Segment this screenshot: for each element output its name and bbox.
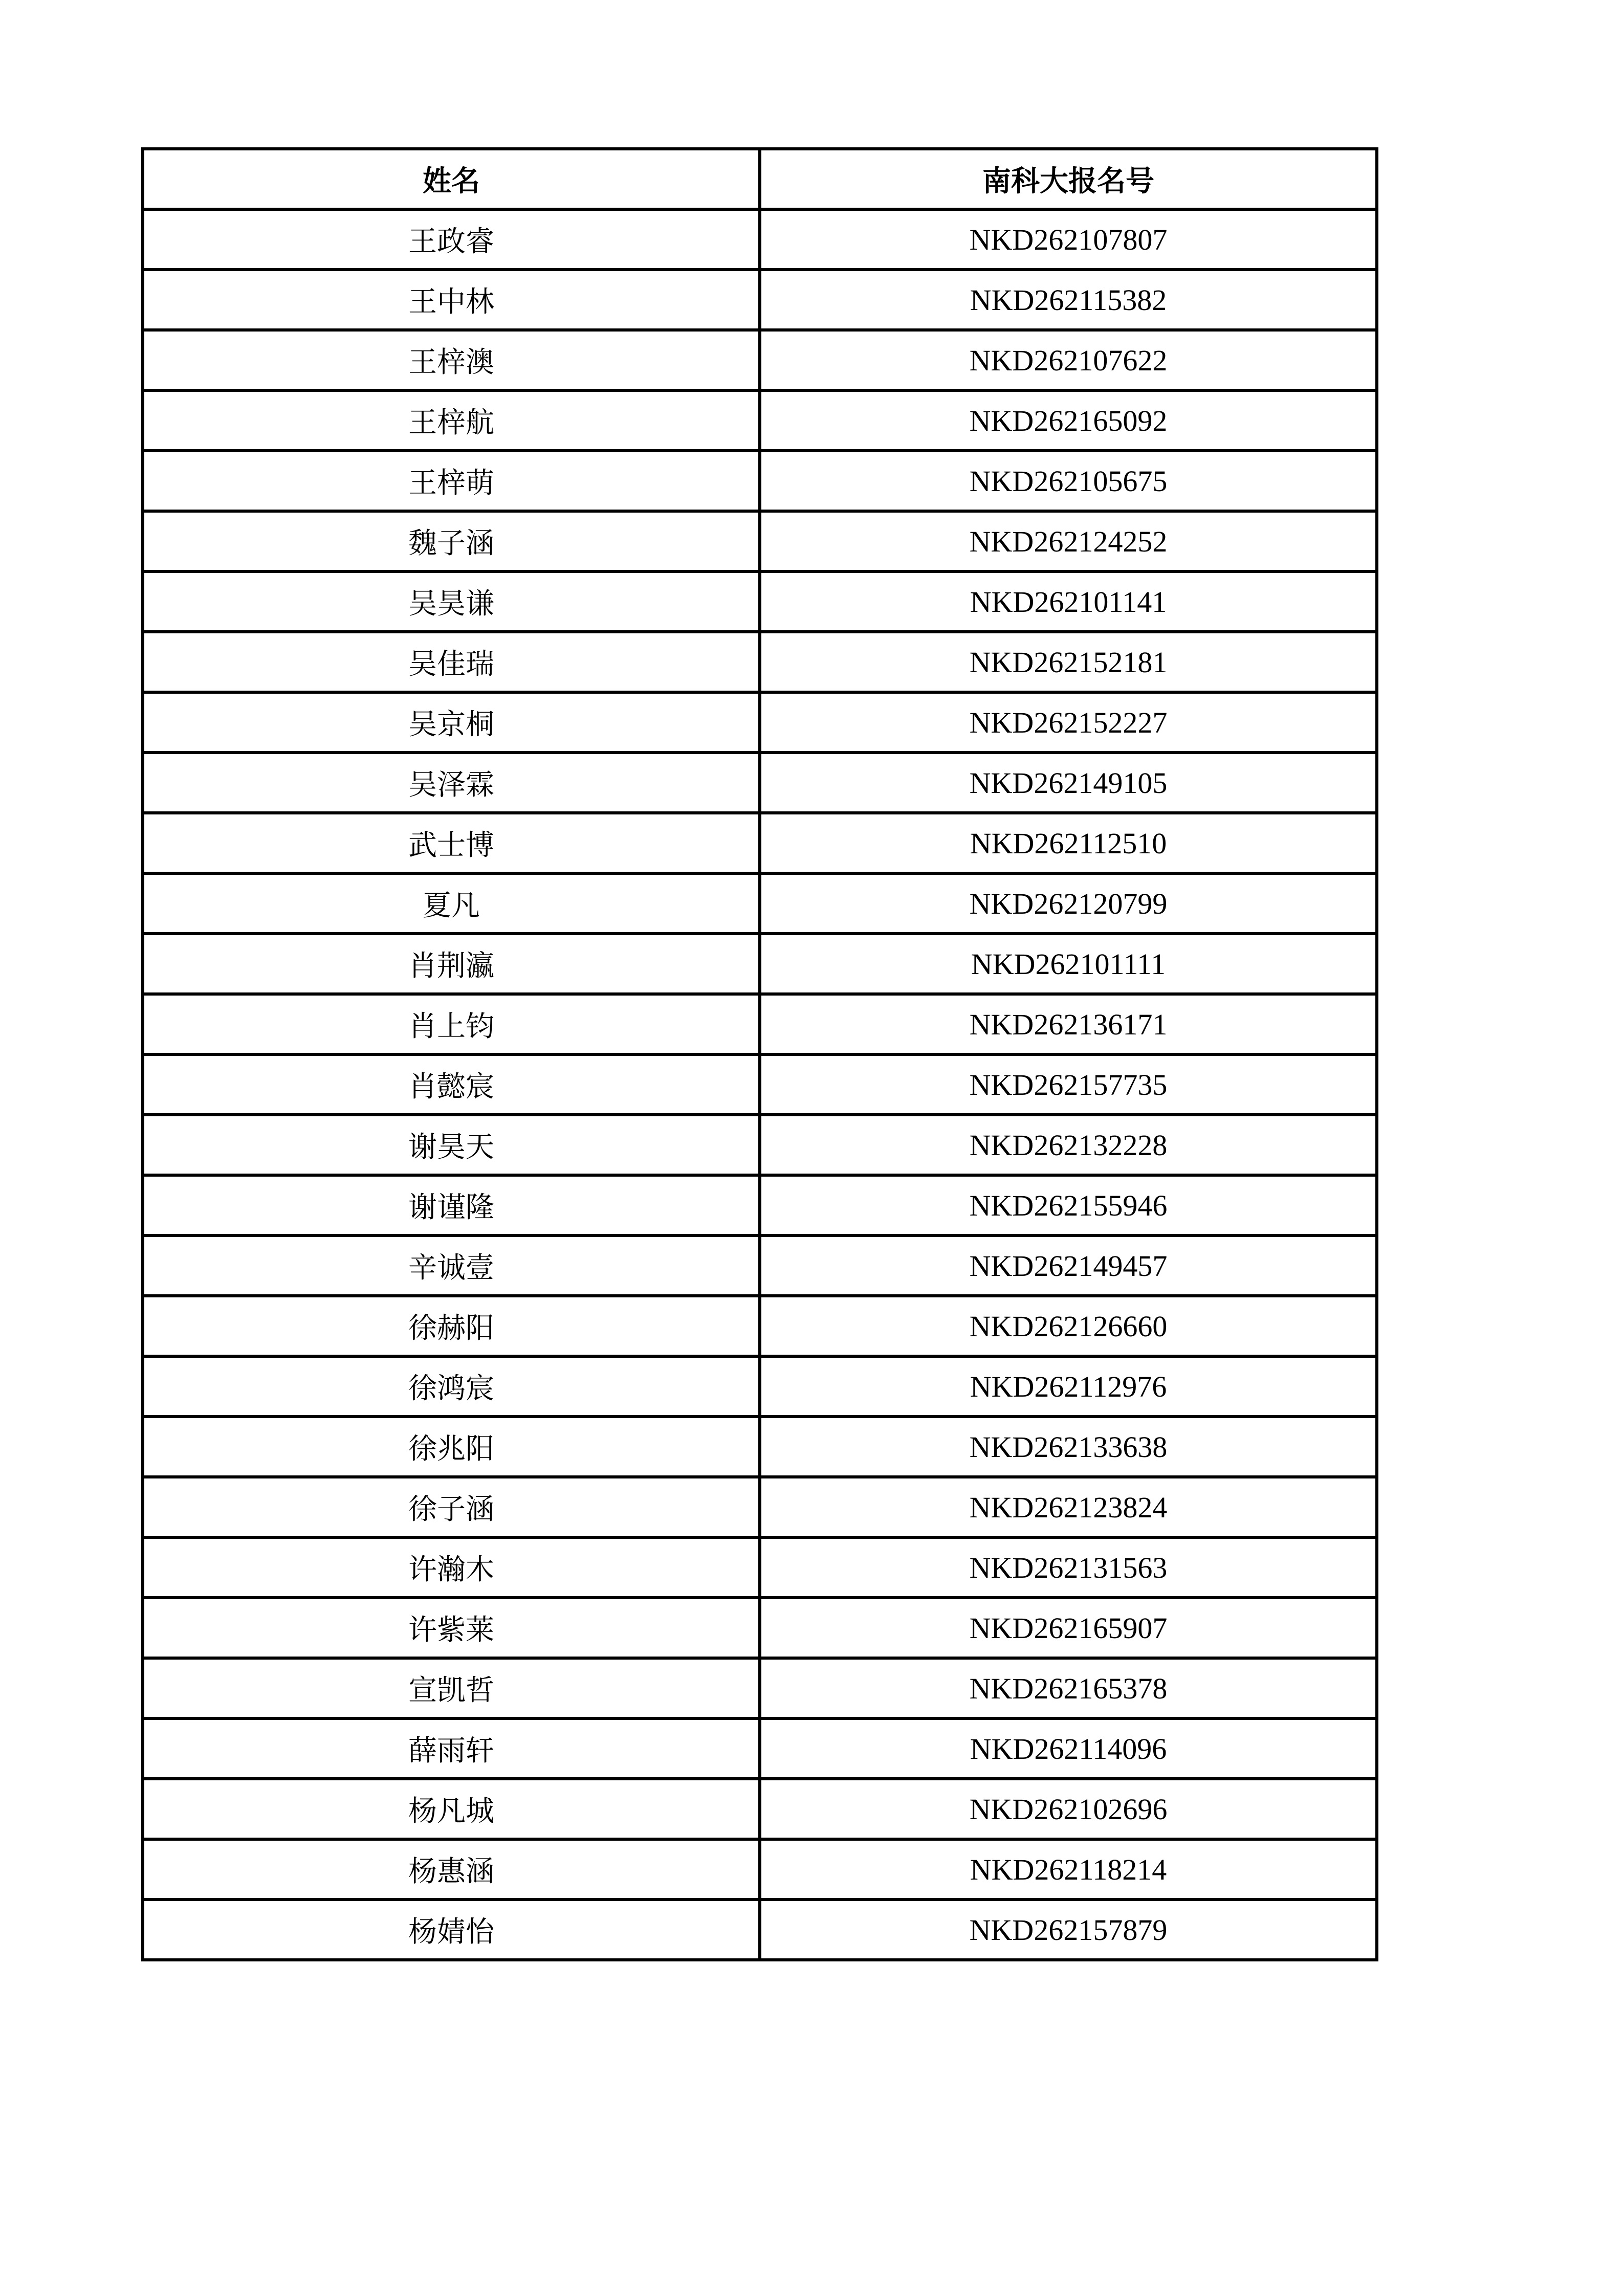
cell-reg-no: NKD262155946	[760, 1175, 1377, 1235]
table-row	[143, 1537, 1377, 1598]
table-row	[143, 1356, 1377, 1417]
table-row	[143, 1477, 1377, 1537]
cell-reg-no: NKD262157735	[760, 1054, 1377, 1115]
table-row	[143, 813, 1377, 873]
table-row	[143, 1718, 1377, 1779]
column-header-name: 姓名	[143, 149, 760, 209]
cell-reg-no: NKD262165092	[760, 390, 1377, 451]
cell-name: 徐赫阳	[143, 1296, 760, 1356]
cell-reg-no: NKD262165907	[760, 1598, 1377, 1658]
cell-reg-no: NKD262149457	[760, 1235, 1377, 1296]
cell-name: 肖荆瀛	[143, 934, 760, 994]
cell-name: 徐子涵	[143, 1477, 760, 1537]
table-body	[143, 209, 1377, 1960]
cell-reg-no: NKD262105675	[760, 451, 1377, 511]
registration-table	[141, 147, 1378, 1961]
cell-name: 薛雨轩	[143, 1718, 760, 1779]
cell-reg-no: NKD262133638	[760, 1417, 1377, 1477]
column-header-reg-no: 南科大报名号	[760, 149, 1377, 209]
cell-name: 吴泽霖	[143, 753, 760, 813]
cell-name: 谢谨隆	[143, 1175, 760, 1235]
table-row	[143, 511, 1377, 571]
table-row	[143, 451, 1377, 511]
table-row	[143, 270, 1377, 330]
table-row	[143, 632, 1377, 692]
table-row	[143, 571, 1377, 632]
table-row	[143, 1598, 1377, 1658]
cell-name: 王梓萌	[143, 451, 760, 511]
cell-name: 夏凡	[143, 873, 760, 934]
table-row	[143, 1839, 1377, 1900]
cell-name: 杨婧怡	[143, 1900, 760, 1960]
table-header	[143, 149, 1377, 209]
cell-reg-no: NKD262152181	[760, 632, 1377, 692]
cell-name: 徐鸿宸	[143, 1356, 760, 1417]
cell-name: 许紫莱	[143, 1598, 760, 1658]
table-row	[143, 934, 1377, 994]
table-row	[143, 873, 1377, 934]
cell-name: 吴昊谦	[143, 571, 760, 632]
cell-name: 许瀚木	[143, 1537, 760, 1598]
cell-reg-no: NKD262123824	[760, 1477, 1377, 1537]
cell-name: 辛诚壹	[143, 1235, 760, 1296]
cell-reg-no: NKD262165378	[760, 1658, 1377, 1718]
cell-reg-no: NKD262124252	[760, 511, 1377, 571]
table-row	[143, 330, 1377, 390]
table-row	[143, 1054, 1377, 1115]
cell-name: 武士博	[143, 813, 760, 873]
cell-name: 王政睿	[143, 209, 760, 270]
table-row	[143, 1175, 1377, 1235]
cell-reg-no: NKD262101141	[760, 571, 1377, 632]
cell-name: 魏子涵	[143, 511, 760, 571]
cell-reg-no: NKD262118214	[760, 1839, 1377, 1900]
cell-reg-no: NKD262112976	[760, 1356, 1377, 1417]
cell-name: 王中林	[143, 270, 760, 330]
cell-reg-no: NKD262132228	[760, 1115, 1377, 1175]
cell-reg-no: NKD262126660	[760, 1296, 1377, 1356]
cell-reg-no: NKD262115382	[760, 270, 1377, 330]
cell-reg-no: NKD262152227	[760, 692, 1377, 753]
table-row	[143, 390, 1377, 451]
cell-reg-no: NKD262157879	[760, 1900, 1377, 1960]
cell-name: 吴佳瑞	[143, 632, 760, 692]
cell-name: 杨惠涵	[143, 1839, 760, 1900]
cell-reg-no: NKD262120799	[760, 873, 1377, 934]
table-row	[143, 692, 1377, 753]
cell-name: 谢昊天	[143, 1115, 760, 1175]
table-row	[143, 1779, 1377, 1839]
cell-reg-no: NKD262102696	[760, 1779, 1377, 1839]
table-row	[143, 1658, 1377, 1718]
table-row	[143, 1417, 1377, 1477]
table-row	[143, 1900, 1377, 1960]
cell-name: 徐兆阳	[143, 1417, 760, 1477]
cell-reg-no: NKD262101111	[760, 934, 1377, 994]
cell-name: 王梓澳	[143, 330, 760, 390]
table-row	[143, 753, 1377, 813]
cell-name: 肖懿宸	[143, 1054, 760, 1115]
table-row	[143, 1115, 1377, 1175]
cell-name: 吴京桐	[143, 692, 760, 753]
cell-name: 宣凯哲	[143, 1658, 760, 1718]
cell-name: 肖上钧	[143, 994, 760, 1054]
cell-reg-no: NKD262112510	[760, 813, 1377, 873]
cell-reg-no: NKD262149105	[760, 753, 1377, 813]
cell-reg-no: NKD262136171	[760, 994, 1377, 1054]
cell-reg-no: NKD262131563	[760, 1537, 1377, 1598]
cell-name: 杨凡城	[143, 1779, 760, 1839]
table-row	[143, 994, 1377, 1054]
table-row	[143, 1296, 1377, 1356]
table-row	[143, 1235, 1377, 1296]
cell-reg-no: NKD262107807	[760, 209, 1377, 270]
cell-reg-no: NKD262107622	[760, 330, 1377, 390]
cell-reg-no: NKD262114096	[760, 1718, 1377, 1779]
header-row	[143, 149, 1377, 209]
table-row	[143, 209, 1377, 270]
cell-name: 王梓航	[143, 390, 760, 451]
